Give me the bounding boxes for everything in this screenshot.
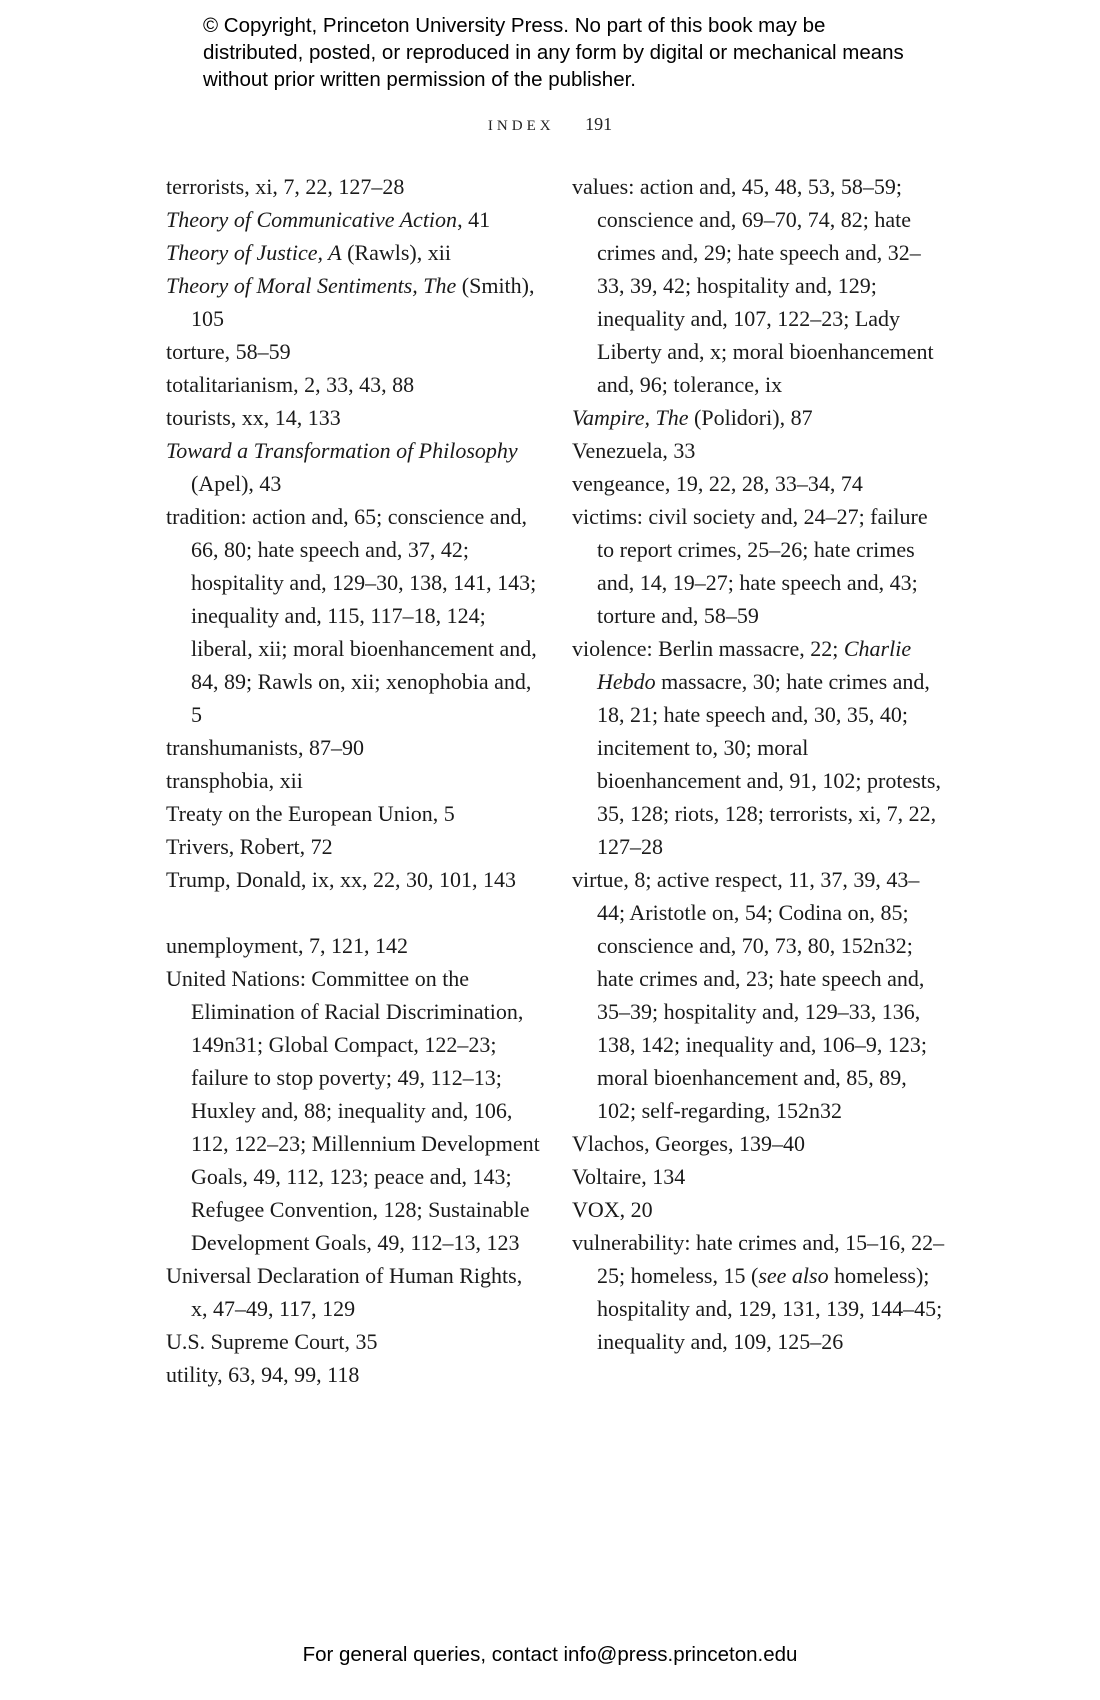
- index-entry-text: homeless); hospitality and, 129, 131, 139, 144–45; inequality and, 109, 125–26: [597, 1263, 943, 1354]
- page-number: 191: [585, 114, 613, 134]
- index-entry-text: vulnerability: hate crimes and, 15–16, 22–25; homeless, 15 (: [572, 1230, 945, 1288]
- index-entry-text: United Nations: Committee on the Elimination of Racial Discrimination, 149n31; Global Compact, 122–23; failure to stop poverty; 49, 112–13; Huxley and, 88; inequality and, 106, 112, 122–23; Millennium Development Goals, 49, 112, 123; peace and, 143; Refugee Convention, 128; Sustainable Development Goals, 49, 112–13, 123: [166, 966, 540, 1255]
- index-entry: [166, 1358, 541, 1391]
- index-entry-text: , 41: [457, 207, 491, 232]
- index-entry: [166, 335, 541, 368]
- index-entry: [166, 764, 541, 797]
- index-entry: [166, 929, 541, 962]
- index-entry-text: victims: civil society and, 24–27; failure to report crimes, 25–26; hate crimes and, 14, 19–27; hate speech and, 43; torture and, 58–59: [572, 504, 928, 628]
- index-entry-title: Theory of Communicative Action: [166, 207, 458, 232]
- index-entry: [166, 830, 541, 863]
- index-entry-title: see also: [758, 1263, 829, 1288]
- index-entry-text: totalitarianism, 2, 33, 43, 88: [166, 372, 415, 397]
- index-entry-title: Theory of Justice, A: [166, 240, 342, 265]
- index-entry: [572, 1127, 947, 1160]
- index-entry-text: Universal Declaration of Human Rights, x, 47–49, 117, 129: [166, 1263, 523, 1321]
- running-head-label: INDEX: [487, 118, 555, 134]
- index-entry-text: transhumanists, 87–90: [166, 735, 364, 760]
- index-entry-text: unemployment, 7, 121, 142: [166, 933, 408, 958]
- copyright-notice: © Copyright, Princeton University Press. No part of this book may be distributed, posted, or reproduced in any form by digital or mechanical means without prior written permission of the publisher.: [203, 14, 904, 91]
- index-entry-text: massacre, 30; hate crimes and, 18, 21; hate speech and, 30, 35, 40; incitement to, 30; moral bioenhancement and, 91, 102; protests, 35, 128; riots, 128; terrorists, xi, 7, 22, 127–28: [597, 669, 941, 859]
- index-entry: [166, 203, 541, 236]
- index-entry: [166, 1259, 541, 1325]
- index-entry-text: (Apel), 43: [191, 471, 282, 496]
- index-entry-text: terrorists, xi, 7, 22, 127–28: [166, 174, 405, 199]
- index-entry-title: Vampire, The: [572, 405, 689, 430]
- index-entry-text: utility, 63, 94, 99, 118: [166, 1362, 360, 1387]
- index-entry-text: violence: Berlin massacre, 22;: [572, 636, 844, 661]
- index-entry: [572, 467, 947, 500]
- index-entry-text: torture, 58–59: [166, 339, 291, 364]
- index-entry: [166, 434, 541, 500]
- index-entry: [572, 1193, 947, 1226]
- index-entry-title: Toward a Transformation of Philosophy: [166, 438, 518, 463]
- index-entry-text: tourists, xx, 14, 133: [166, 405, 341, 430]
- index-entry: [166, 401, 541, 434]
- index-entry: [166, 962, 541, 1259]
- index-column-right: [572, 170, 947, 1358]
- index-entry: [572, 434, 947, 467]
- index-entry-text: virtue, 8; active respect, 11, 37, 39, 43–44; Aristotle on, 54; Codina on, 85; conscience and, 70, 73, 80, 152n32; hate crimes and, 23; hate speech and, 35–39; hospitality and, 129–33, 136, 138, 142; inequality and, 106–9, 123; moral bioenhancement and, 85, 89, 102; self-regarding, 152n32: [572, 867, 927, 1123]
- index-entry-title: Charlie Hebdo: [597, 636, 912, 694]
- index-entry-text: Treaty on the European Union, 5: [166, 801, 455, 826]
- index-entry-text: VOX, 20: [572, 1197, 653, 1222]
- index-entry: [572, 1226, 947, 1358]
- index-column-left: [166, 170, 541, 1391]
- index-entry: [572, 1160, 947, 1193]
- index-entry: [166, 797, 541, 830]
- index-entry-text: Voltaire, 134: [572, 1164, 686, 1189]
- index-entry: [166, 500, 541, 731]
- index-entry-text: Trump, Donald, ix, xx, 22, 30, 101, 143: [166, 867, 516, 892]
- running-head: [0, 114, 1100, 135]
- index-entry: [166, 1325, 541, 1358]
- index-entry: [572, 401, 947, 434]
- index-entry: [166, 269, 541, 335]
- index-entry-text: Trivers, Robert, 72: [166, 834, 333, 859]
- index-entry: [572, 170, 947, 401]
- index-entry: [166, 863, 541, 896]
- index-entry: [166, 170, 541, 203]
- index-entry-text: transphobia, xii: [166, 768, 303, 793]
- index-entry-text: Venezuela, 33: [572, 438, 696, 463]
- index-entry: [572, 863, 947, 1127]
- index-entry-text: Vlachos, Georges, 139–40: [572, 1131, 805, 1156]
- index-entry-title: Theory of Moral Sentiments, The: [166, 273, 457, 298]
- index-entry: [572, 632, 947, 863]
- index-entry: [166, 731, 541, 764]
- index-entry-text: vengeance, 19, 22, 28, 33–34, 74: [572, 471, 863, 496]
- footer-contact: For general queries, contact info@press.princeton.edu: [302, 1643, 798, 1666]
- index-entry: [166, 368, 541, 401]
- index-entry: [166, 236, 541, 269]
- index-entry: [572, 500, 947, 632]
- index-entry-text: (Polidori), 87: [688, 405, 813, 430]
- index-entry-text: values: action and, 45, 48, 53, 58–59; conscience and, 69–70, 74, 82; hate crimes and, 29; hate speech and, 32–33, 39, 42; hospitality and, 129; inequality and, 107, 122–23; Lady Liberty and, x; moral bioenhancement and, 96; tolerance, ix: [572, 174, 934, 397]
- index-entry-text: (Smith), 105: [191, 273, 535, 331]
- index-entry-text: tradition: action and, 65; conscience and, 66, 80; hate speech and, 37, 42; hospitality and, 129–30, 138, 141, 143; inequality and, 115, 117–18, 124; liberal, xii; moral bioenhancement and, 84, 89; Rawls on, xii; xenophobia and, 5: [166, 504, 537, 727]
- index-entry-text: U.S. Supreme Court, 35: [166, 1329, 378, 1354]
- index-entry-text: (Rawls), xii: [341, 240, 451, 265]
